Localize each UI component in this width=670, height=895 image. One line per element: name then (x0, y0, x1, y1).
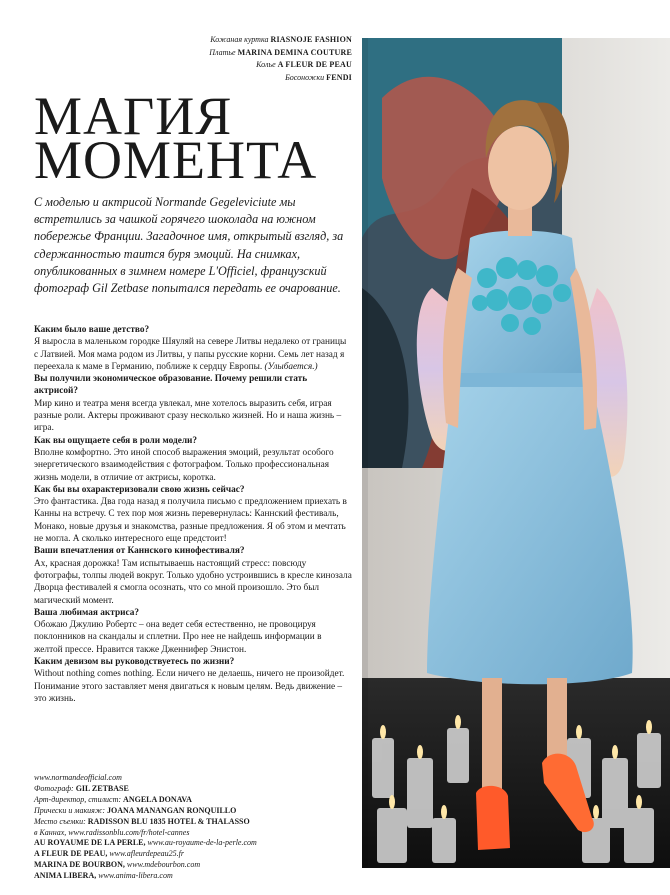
credit-line: MARINA DE BOURBON, www.mdebourbon.com (34, 860, 201, 870)
interview-question: Ваша любимая актриса? (34, 607, 140, 618)
credit-line: Кожаная куртка RIASNOJE FASHION (210, 35, 352, 44)
shoot-credits (34, 773, 354, 882)
credit-line: Прически и макияж: JOANA MANANGAN RONQUILLO (34, 805, 237, 815)
interview-answer: Ах, красная дорожка! Там испытываешь настоящий стресс: повсюду фотографы, толпы людей вокруг. Только удобно устроившись в кресле кинозала Дворца фестивалей я смогла осознать, что со мной произошло. Это был магический момент. (34, 558, 352, 606)
credit-line: Фотограф: GIL ZETBASE (34, 783, 129, 793)
credit-line: Босоножки FENDI (285, 72, 352, 82)
interview-question: Ваши впечатления от Каннского кинофестиваля? (34, 546, 245, 557)
fashion-photo-icon (362, 38, 670, 868)
title-line-1: МАГИЯ (34, 86, 233, 146)
interview-question: Каким было ваше детство? (34, 325, 150, 335)
garment-credits (180, 34, 352, 84)
interview-answer: Мир кино и театра меня всегда увлекал, мне хотелось выразить себя, играя разные роли. Актеры проживают сразу несколько жизней. Но и наша жизнь – игра. (34, 398, 342, 434)
interview (34, 324, 352, 705)
interview-question: Как бы вы охарактеризовали свою жизнь сейчас? (34, 484, 245, 495)
interview-answer: Обожаю Джулию Робертс – она ведет себя естественно, не провоцируя поклонников на скандалы и сплетни. Про нее не найдешь информации в желтой прессе. Нравится также Дженнифер Энистон. (34, 620, 322, 655)
interview-question: Как вы ощущаете себя в роли модели? (34, 435, 198, 446)
credit-line: Колье A FLEUR DE PEAU (256, 60, 352, 69)
credit-line: ANIMA LIBERA, www.anima-libera.com (34, 871, 173, 881)
answer-note: (Улыбается.) (264, 361, 318, 372)
credit-line: www.normandeofficial.com (34, 773, 122, 782)
interview-answer: Without nothing comes nothing. Если ничего не делаешь, ничего не произойдет. Понимание этого заставляет меня двигаться к новым целям. Ведь движение – это жизнь. (34, 669, 345, 704)
credit-line: A FLEUR DE PEAU, www.afleurdepeau25.fr (34, 849, 185, 859)
credit-line: AU ROYAUME DE LA PERLE, www.au-royaume-de-la-perle.com (34, 838, 257, 848)
interview-answer: Я выросла в маленьком городке Шяуляй на севере Литвы недалеко от границы с Латвией. Моя мама родом из Литвы, у папы русские корни. Семь лет назад я переехала к маме в Германию, поближе к сердцу Европы. (Улыбается.) (34, 337, 347, 372)
credit-line: Платье MARINA DEMINA COUTURE (209, 47, 352, 57)
credit-line: Место съемки: RADISSON BLU 1835 HOTEL & THALASSO (34, 816, 250, 826)
credit-line: в Каннах, www.radissonblu.com/fr/hotel-cannes (34, 827, 190, 837)
fashion-photo-illustration (362, 38, 670, 868)
interview-answer: Это фантастика. Два года назад я получила письмо с предложением приехать в Канны на встречу. С тех пор моя жизнь перевернулась: Каннский фестиваль, Монако, новые друзья и знакомства, разные предложения. Я об этом и мечтать не могла. А сколько интересного еще предстоит! (34, 497, 347, 545)
article-lead: С моделью и актрисой Normande Gegeleviciute мы встретились за чашкой горячего шоколада на южном побережье Франции. Загадочное имя, открытый взгляд, за сдержанностью таится буря эмоций. На снимках, опубликованных в зимнем номере L'Officiel, французский фотограф Gil Zetbase попытался передать ее очарование. (34, 195, 344, 296)
interview-question: Вы получили экономическое образование. Почему решили стать актрисой? (34, 374, 308, 397)
interview-question: Каким девизом вы руководствуетесь по жизни? (34, 657, 235, 668)
credit-line: Арт-директор, стилист: ANGELA DONAVA (34, 794, 192, 804)
interview-answer: Вполне комфортно. Это иной способ выражения эмоций, результат особого энергетического взаимодействия с фотографом. Только профессиональная жизнь модели, в отличие от актрисы, коротка. (34, 447, 334, 483)
title-line-2: МОМЕНТА (34, 130, 318, 190)
article-title (34, 86, 318, 190)
